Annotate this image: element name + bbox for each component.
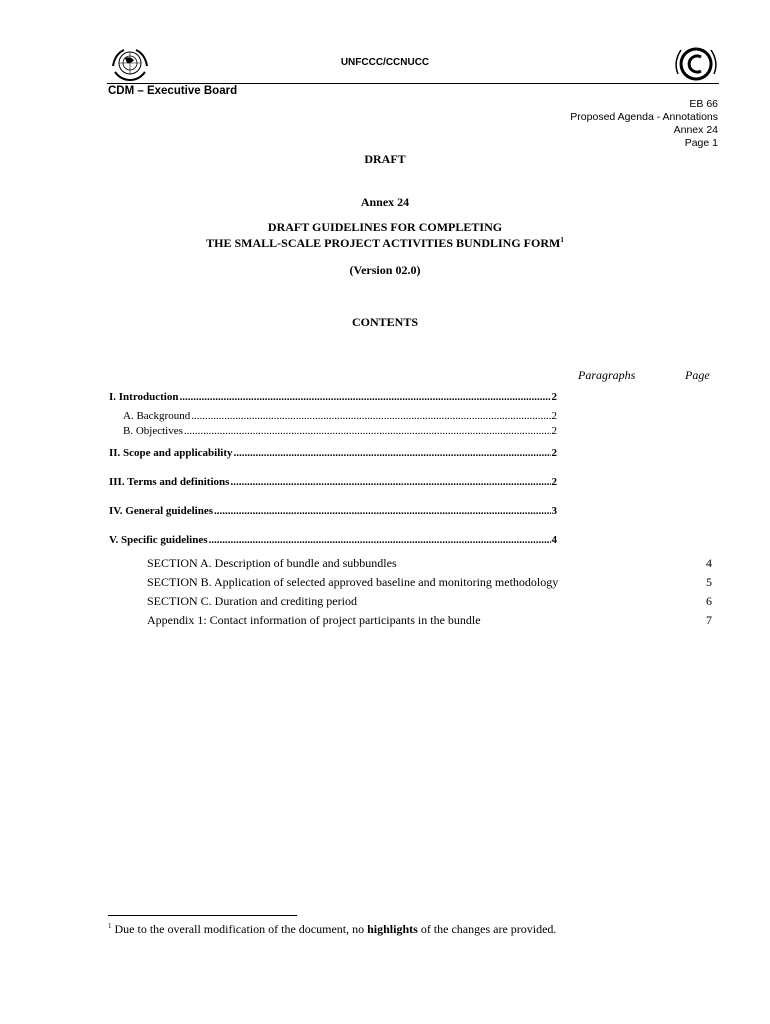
toc-page: 2 bbox=[551, 425, 557, 437]
title-footnote-mark[interactable]: 1 bbox=[560, 236, 564, 244]
footnote-mark: 1 bbox=[108, 922, 112, 930]
page-column-header: Page bbox=[685, 368, 710, 382]
document-reference bbox=[570, 98, 718, 150]
toc-page: 4 bbox=[551, 534, 557, 546]
section-page: 6 bbox=[706, 594, 712, 608]
toc-page: 2 bbox=[551, 476, 557, 488]
toc-leader bbox=[209, 534, 551, 546]
section-label: SECTION B. Application of selected approved baseline and monitoring methodology bbox=[147, 575, 559, 589]
footnote-separator bbox=[108, 915, 297, 916]
toc-leader bbox=[179, 391, 550, 403]
reference-meeting: EB 66 bbox=[689, 98, 718, 110]
toc-entry-terms[interactable] bbox=[109, 476, 557, 488]
toc-entry-introduction[interactable] bbox=[109, 391, 557, 403]
toc-leader bbox=[214, 505, 550, 517]
footnote-text-before: Due to the overall modification of the document, no bbox=[111, 922, 368, 936]
paragraphs-column-header: Paragraphs bbox=[578, 368, 636, 382]
toc-entry-objectives[interactable] bbox=[123, 425, 557, 437]
section-label: SECTION C. Duration and crediting period bbox=[147, 594, 357, 608]
header-rule bbox=[107, 83, 719, 84]
toc-leader bbox=[233, 447, 550, 459]
section-entry-a[interactable] bbox=[147, 556, 712, 571]
footnote-emphasis: highlights bbox=[367, 922, 418, 936]
toc-label: I. Introduction bbox=[109, 391, 179, 403]
toc-label: B. Objectives bbox=[123, 425, 183, 437]
footnote-text-after: of the changes are provided. bbox=[417, 922, 557, 936]
toc-page: 2 bbox=[551, 447, 557, 459]
toc-label: A. Background bbox=[123, 410, 191, 422]
toc-entry-specific-guidelines[interactable] bbox=[109, 534, 557, 546]
board-name: CDM – Executive Board bbox=[108, 85, 238, 97]
section-page: 7 bbox=[706, 613, 712, 627]
toc-page: 3 bbox=[551, 505, 557, 517]
section-entry-c[interactable] bbox=[147, 594, 712, 609]
toc-leader bbox=[184, 425, 551, 437]
version-label: (Version 02.0) bbox=[349, 263, 421, 277]
section-label: SECTION A. Description of bundle and subbundles bbox=[147, 556, 397, 570]
toc-entry-general-guidelines[interactable] bbox=[109, 505, 557, 517]
toc-label: III. Terms and definitions bbox=[109, 476, 230, 488]
toc-leader bbox=[230, 476, 550, 488]
section-page: 5 bbox=[706, 575, 712, 589]
document-title-line1: DRAFT GUIDELINES FOR COMPLETING bbox=[267, 220, 503, 234]
toc-entry-scope[interactable] bbox=[109, 447, 557, 459]
document-title-line2 bbox=[0, 236, 770, 251]
reference-annex: Annex 24 bbox=[673, 124, 718, 136]
toc-label: II. Scope and applicability bbox=[109, 447, 233, 459]
section-page: 4 bbox=[706, 556, 712, 570]
title-line2-text: THE SMALL-SCALE PROJECT ACTIVITIES BUNDLING FORM bbox=[206, 236, 561, 250]
toc-page: 2 bbox=[551, 391, 557, 403]
toc-entry-background[interactable] bbox=[123, 410, 557, 422]
climate-change-logo-icon bbox=[672, 44, 720, 84]
section-label: Appendix 1: Contact information of project participants in the bundle bbox=[147, 613, 481, 627]
section-entry-appendix-1[interactable] bbox=[147, 613, 712, 628]
toc-leader bbox=[191, 410, 550, 422]
toc-label: IV. General guidelines bbox=[109, 505, 214, 517]
toc-label: V. Specific guidelines bbox=[109, 534, 208, 546]
annex-label: Annex 24 bbox=[360, 195, 410, 209]
organization-name: UNFCCC/CCNUCC bbox=[340, 57, 430, 68]
reference-agenda: Proposed Agenda - Annotations bbox=[570, 111, 718, 123]
draft-label: DRAFT bbox=[364, 152, 406, 166]
footnote bbox=[108, 922, 556, 937]
section-entry-b[interactable] bbox=[147, 575, 712, 590]
reference-page: Page 1 bbox=[684, 137, 718, 149]
contents-heading: CONTENTS bbox=[351, 315, 419, 329]
toc-page: 2 bbox=[551, 410, 557, 422]
